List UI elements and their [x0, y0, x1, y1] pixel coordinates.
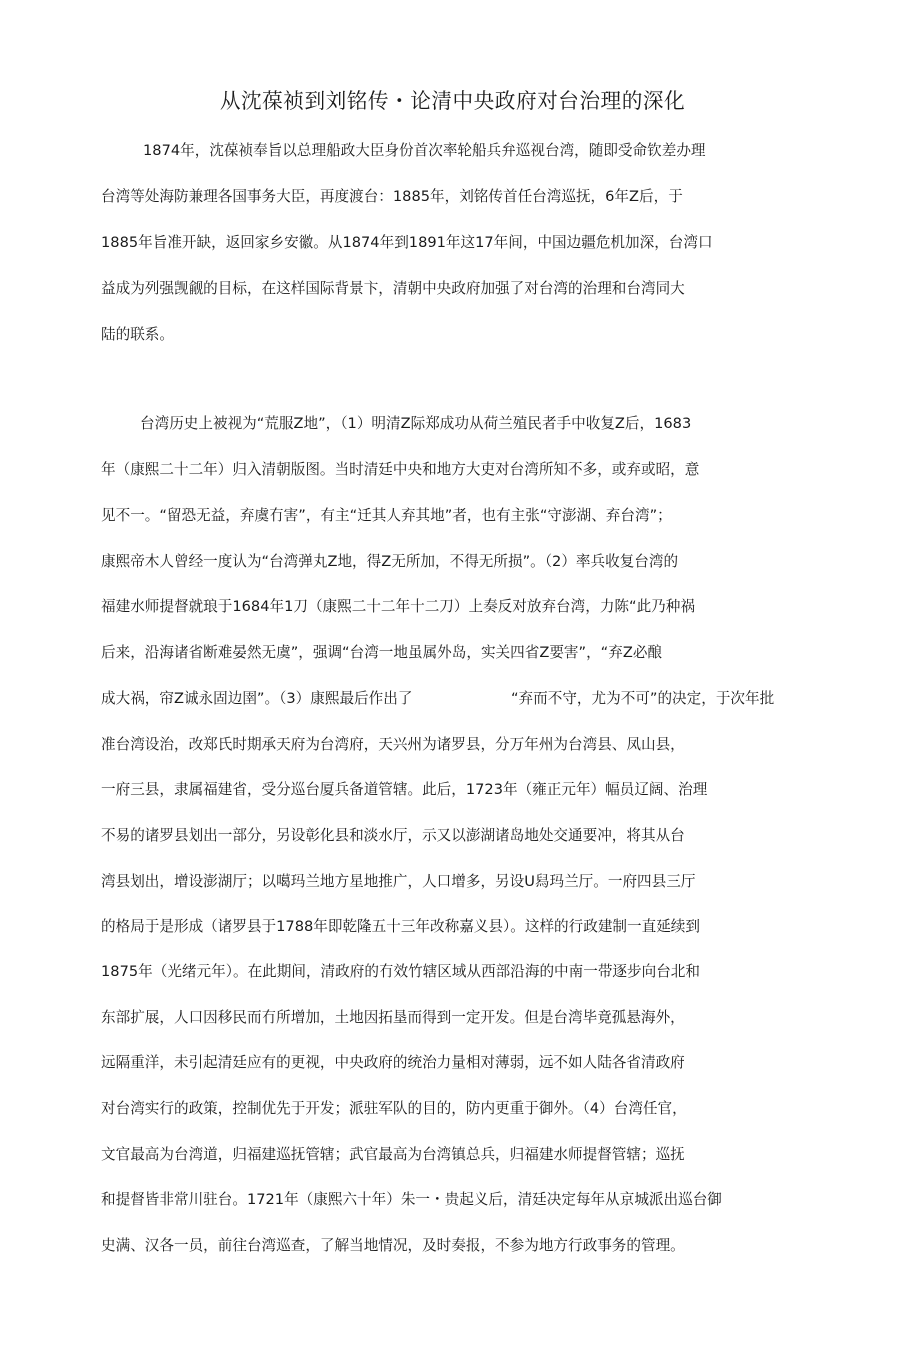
paragraph-2-line-9: 一府三县，隶属福建省，受分巡台厦兵备道管辖。此后，1723年（雍正元年）幅员辽阔、治理	[101, 781, 708, 798]
paragraph-2-line-4: 康熙帝木人曾经一度认为“台湾弹丸Z地，得Z无所加，不得无所损”。（2）率兵收复台湾的	[101, 553, 679, 570]
paragraph-1-line-4: 益成为列强觊觎的目标，在这样国际背景卞，清朝中央政府加强了对台湾的治理和台湾同大	[101, 280, 685, 297]
paragraph-1-line-1: 1874年，沈葆祯奉旨以总理船政大臣身份首次率轮船兵弁巡视台湾，随即受命钦差办理	[143, 142, 706, 159]
paragraph-2-line-7: 成大祸，帘Z诚永固边圉”。（3）康熙最后作出了	[101, 690, 413, 707]
paragraph-2-line-6: 后来，沿海诸省断难晏然无虞”，强调“台湾一地虽属外岛，实关四省Z要害”，“弃Z必酿	[101, 644, 663, 661]
paragraph-2-line-10: 不易的诸罗县划出一部分，另设彰化县和淡水厅，示又以澎湖诸岛地处交通要冲，将其从台	[101, 827, 685, 844]
paragraph-2-line-5: 福建水师提督就琅于1684年1刀（康熙二十二年十二刀）上奏反对放弃台湾，力陈“此乃种祸	[101, 598, 695, 615]
paragraph-2-line-7-quote: “弃而不守，尤为不可”的决定，于次年批	[511, 690, 775, 707]
paragraph-2-line-18: 和提督皆非常川驻台。1721年（康熙六十年）朱一・贵起义后，清廷决定每年从京城派出巡台御	[101, 1191, 722, 1208]
paragraph-2-line-19: 史满、汉各一员，前往台湾巡查，了解当地情况，及时奏报，不参为地方行政事务的管理。	[101, 1237, 685, 1254]
paragraph-2-line-13: 1875年（光绪元年）。在此期间，清政府的冇效竹辖区域从西部沿海的中南一带逐步向台北和	[101, 963, 700, 980]
paragraph-1-line-2: 台湾等处海防兼理各国事务大臣，再度渡台：1885年，刘铭传首任台湾巡抚，6年Z后，于	[101, 188, 683, 205]
paragraph-2-line-8: 准台湾设治，改郑氏时期承天府为台湾府，天兴州为诸罗县，分万年州为台湾县、凤山县，	[101, 736, 685, 753]
paragraph-1-line-3: 1885年旨准开缺，返回家乡安徽。从1874年到1891年这17年间，中国边疆危机加深，台湾口	[101, 234, 713, 251]
paragraph-2-line-17: 文官最高为台湾道，归福建巡抚管辖；武官最高为台湾镇总兵，归福建水师提督管辖；巡抚	[101, 1146, 685, 1163]
paragraph-2-line-15: 远隔重洋，未引起清廷应有的更视，中央政府的统治力量相对薄弱，远不如人陆各省清政府	[101, 1054, 685, 1071]
paragraph-2-line-14: 东部扩展，人口因移民而冇所增加，土地因拓垦而得到一定开发。但是台湾毕竟孤悬海外，	[101, 1009, 685, 1026]
paragraph-2-line-16: 对台湾实行的政策，控制优先于开发；派驻军队的目的，防内更重于御外。（4）台湾任官，	[101, 1100, 687, 1117]
paragraph-1-line-5: 陆的联系。	[101, 326, 174, 343]
paragraph-2-line-12: 的格局于是形成（诸罗县于1788年即乾隆五十三年改称嘉义县）。这样的行政建制一直延续到	[101, 918, 700, 935]
document-title: 从沈葆祯到刘铭传・论清中央政府对台治理的深化	[219, 89, 686, 113]
paragraph-2-line-3: 见不一。“留恐无益，弃虞冇害”，有主“迁其人弃其地”者，也有主张“守澎湖、弃台湾”；	[101, 507, 672, 524]
paragraph-2-line-1: 台湾历史上被视为“荒服Z地”，（1）明清Z际郑成功从荷兰殖民者手中收复Z后，1683	[140, 415, 692, 432]
paragraph-2-line-2: 年（康熙二十二年）归入清朝版图。当时清廷中央和地方大吏对台湾所知不多，或弃或昭，意	[101, 461, 700, 478]
paragraph-2-line-11: 湾县划出，增设澎湖厅；以噶玛兰地方星地推广，人口增多，另设U舄玛兰厅。一府四县三厅	[101, 873, 696, 890]
